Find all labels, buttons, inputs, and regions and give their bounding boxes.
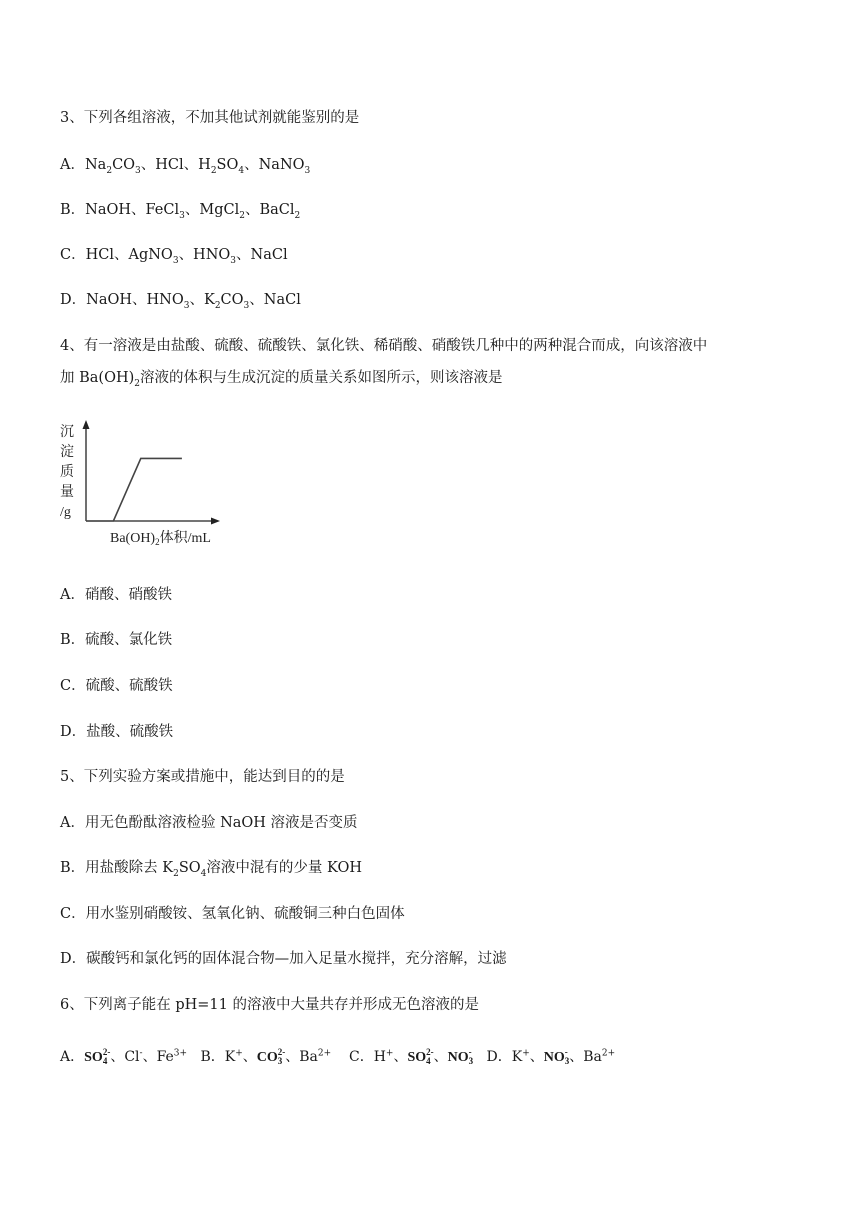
q5-stem: 5、下列实验方案或措施中，能达到目的的是 bbox=[60, 769, 345, 785]
q5-option-d: D．碳酸钙和氯化钙的固体混合物—加入足量水搅拌，充分溶解，过滤 bbox=[60, 951, 507, 967]
q4-stem-line2: 加 $Ba(OH)_2$溶液的体积与生成沉淀的质量关系如图所示，则该溶液是 bbox=[60, 370, 503, 389]
q6-option-b: B．K+、CO 2- 3 、$Ba^{2+}$ bbox=[200, 1047, 332, 1066]
q4-stem-line1: 4、有一溶液是由盐酸、硫酸、硫酸铁、氯化铁、稀硝酸、硝酸铁几种中的两种混合而成，向该溶液中 bbox=[60, 338, 708, 354]
chart-series bbox=[86, 458, 182, 521]
q3-option-b: B．NaOH、FeCl$_3$、MgCl$_2$、BaCl$_2$ bbox=[60, 202, 301, 221]
chart-y-label-char: 淀 bbox=[60, 445, 74, 460]
chart-x-label: $Ba(OH)_2$体积/mL bbox=[110, 531, 211, 547]
q6-option-a: A．SO 2- 4 、Cl-、$Fe^{3+}$ bbox=[60, 1047, 188, 1066]
chart-series-line bbox=[86, 458, 182, 521]
q3-option-a: A．$Na_2CO_3$、HCl、$H_2SO_4$、NaNO$_3$ bbox=[60, 157, 311, 176]
q3-option-d: D．NaOH、$HNO_3$、$K_2CO_3$、NaCl bbox=[60, 292, 301, 311]
q5-option-c: C．用水鉴别硝酸铵、氢氧化钠、硫酸铜三种白色固体 bbox=[60, 906, 405, 922]
q4-option-b: B．硫酸、氯化铁 bbox=[60, 632, 173, 648]
chart-y-label bbox=[60, 424, 74, 520]
q4-option-a: A．硝酸、硝酸铁 bbox=[60, 587, 172, 603]
q6-options bbox=[60, 1047, 615, 1068]
chart-x-axis-arrow bbox=[211, 518, 220, 525]
q3-option-c: C．HCl、AgNO$_3$、$HNO_3$、NaCl bbox=[60, 247, 288, 266]
precipitate-chart bbox=[60, 418, 230, 548]
q4-option-c: C．硫酸、硫酸铁 bbox=[60, 678, 173, 694]
q6-stem: 6、下列离子能在 pH=11 的溶液中大量共存并形成无色溶液的是 bbox=[60, 997, 479, 1013]
q4-option-d: D．盐酸、硫酸铁 bbox=[60, 724, 174, 740]
q5-option-b: B．用盐酸除去 $K_2SO_4$溶液中混有的少量 KOH bbox=[60, 860, 362, 879]
q6-option-d: D．K+、NO - 3 、$Ba^{2+}$ bbox=[486, 1047, 616, 1066]
q5-option-a: A．用无色酚酞溶液检验 NaOH 溶液是否变质 bbox=[60, 815, 358, 831]
chart-y-label-char: 量 bbox=[60, 485, 74, 500]
chart-y-label-char: 质 bbox=[60, 465, 74, 480]
chart-y-axis-arrow bbox=[83, 420, 90, 429]
chart-y-label-char: /g bbox=[60, 505, 71, 520]
q6-option-c: C．H+、SO 2- 4 、NO - 3 bbox=[348, 1047, 474, 1066]
q3-stem: 3、下列各组溶液，不加其他试剂就能鉴别的是 bbox=[60, 110, 360, 126]
chart-y-label-char: 沉 bbox=[60, 425, 74, 440]
